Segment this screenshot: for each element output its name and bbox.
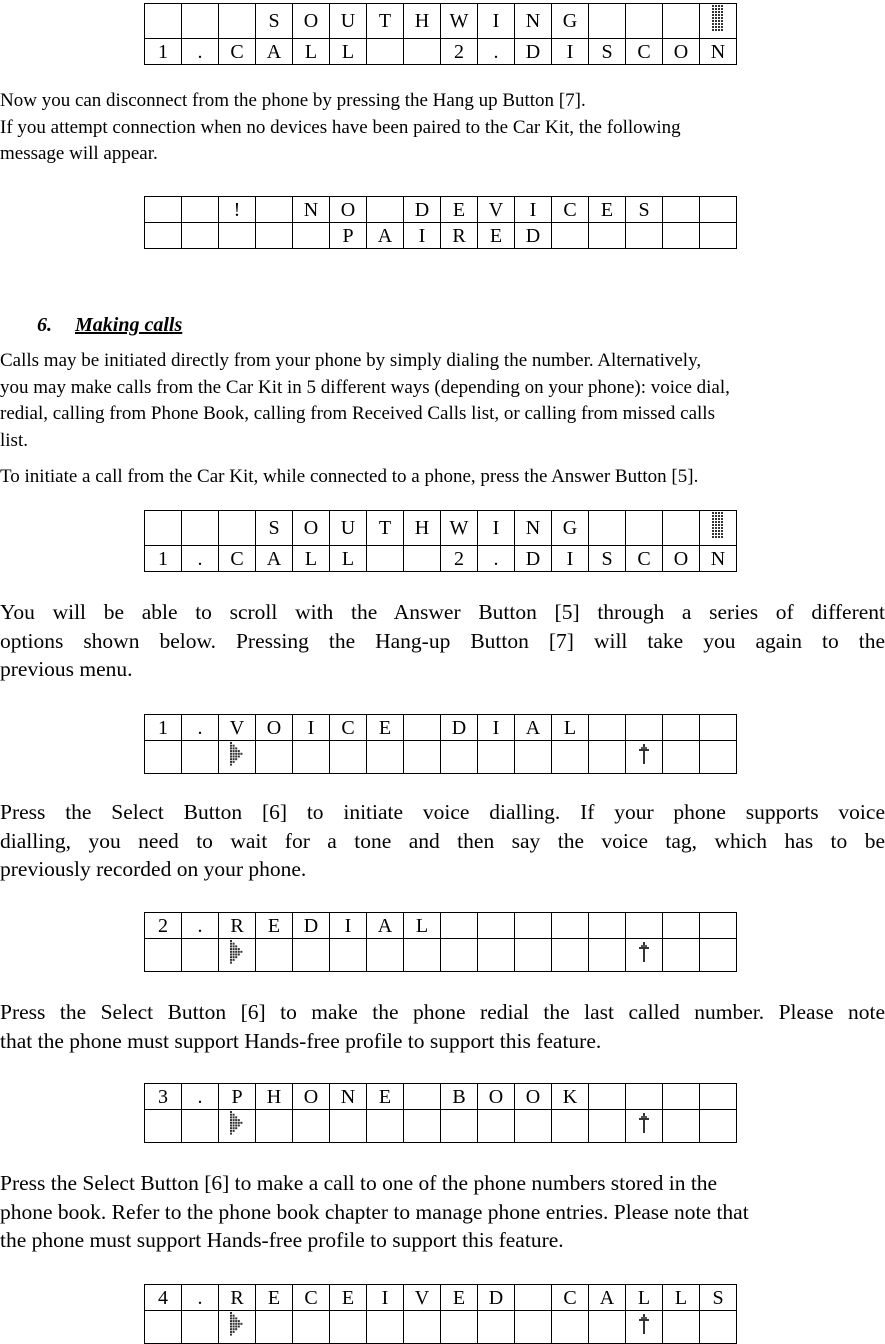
lcd-display-received-calls	[144, 1284, 737, 1344]
lcd-cell: I	[330, 913, 367, 939]
lcd-cell: L	[404, 913, 441, 939]
lcd-cell: S	[589, 39, 626, 65]
lcd-row	[145, 715, 737, 741]
lcd-cell: U	[330, 4, 367, 39]
lcd-cell: .	[182, 715, 219, 741]
text-line: To initiate a call from the Car Kit, while connected to a phone, press the Answer Button [5].	[0, 466, 699, 487]
lcd-cell: I	[478, 715, 515, 741]
lcd-cell: L	[293, 39, 330, 65]
text-line: phone book. Refer to the phone book chapter to manage phone entries. Please note that	[0, 1199, 749, 1224]
text-line: You will be able to scroll with the Answer Button [5] through a series of different	[0, 600, 885, 624]
lcd-cell	[293, 1110, 330, 1143]
lcd-cell: E	[256, 913, 293, 939]
heading-number: 6.	[37, 314, 52, 336]
lcd-cell: E	[589, 197, 626, 223]
lcd-cell	[552, 939, 589, 972]
lcd-cell	[589, 223, 626, 249]
lcd-cell	[589, 1311, 626, 1344]
lcd-cell: C	[219, 546, 256, 572]
lcd-cell	[182, 223, 219, 249]
text-line: list.	[0, 429, 28, 451]
lcd-cell: .	[182, 546, 219, 572]
lcd-cell: !	[219, 197, 256, 223]
lcd-cell	[256, 741, 293, 774]
lcd-cell	[552, 913, 589, 939]
lcd-cell	[182, 1311, 219, 1344]
lcd-cell	[404, 1110, 441, 1143]
lcd-cell	[441, 741, 478, 774]
cross-marker-icon	[638, 1312, 650, 1336]
lcd-cell: N	[515, 511, 552, 546]
lcd-cell: L	[626, 1285, 663, 1311]
lcd-cell	[589, 4, 626, 39]
lcd-cell: A	[367, 913, 404, 939]
lcd-cell: 1	[145, 546, 182, 572]
lcd-cell: C	[552, 1285, 589, 1311]
lcd-cell: 1	[145, 715, 182, 741]
text-line: redial, calling from Phone Book, calling from Received Calls list, or calling from missed calls	[0, 403, 715, 424]
lcd-cell	[219, 1110, 256, 1143]
lcd-row	[145, 39, 737, 65]
lcd-cell: I	[404, 223, 441, 249]
lcd-cell: .	[182, 39, 219, 65]
lcd-row	[145, 4, 737, 39]
lcd-cell	[219, 939, 256, 972]
lcd-cell	[663, 511, 700, 546]
lcd-cell	[145, 1311, 182, 1344]
lcd-cell	[589, 1084, 626, 1110]
lcd-cell: A	[256, 39, 293, 65]
lcd-cell: I	[367, 1285, 404, 1311]
lcd-row	[145, 913, 737, 939]
lcd-cell	[404, 546, 441, 572]
lcd-cell	[367, 39, 404, 65]
lcd-cell	[219, 1311, 256, 1344]
paragraph-disconnect	[0, 88, 830, 168]
lcd-cell: 2	[441, 546, 478, 572]
lcd-cell: 2	[441, 39, 478, 65]
lcd-cell	[145, 4, 182, 39]
lcd-cell	[589, 715, 626, 741]
lcd-cell: D	[515, 223, 552, 249]
lcd-cell: L	[293, 546, 330, 572]
lcd-cell: C	[293, 1285, 330, 1311]
lcd-cell: E	[441, 1285, 478, 1311]
lcd-display-southwing-2	[144, 510, 737, 572]
lcd-cell	[515, 939, 552, 972]
lcd-row	[145, 1311, 737, 1344]
lcd-row	[145, 546, 737, 572]
lcd-cell	[700, 1311, 737, 1344]
lcd-cell: L	[330, 546, 367, 572]
lcd-cell: C	[330, 715, 367, 741]
lcd-cell	[552, 1110, 589, 1143]
lcd-cell	[552, 741, 589, 774]
lcd-cell	[404, 39, 441, 65]
lcd-cell	[626, 715, 663, 741]
lcd-cell: D	[515, 546, 552, 572]
lcd-cell	[330, 1110, 367, 1143]
lcd-cell: A	[367, 223, 404, 249]
lcd-cell: E	[441, 197, 478, 223]
lcd-cell: O	[663, 39, 700, 65]
lcd-cell: I	[293, 715, 330, 741]
lcd-cell	[441, 1311, 478, 1344]
lcd-cell: V	[219, 715, 256, 741]
lcd-cell: I	[552, 39, 589, 65]
lcd-cell	[700, 511, 737, 546]
lcd-cell	[256, 939, 293, 972]
lcd-cell: D	[293, 913, 330, 939]
lcd-cell	[515, 1285, 552, 1311]
lcd-cell: D	[441, 715, 478, 741]
signal-strength-icon	[712, 511, 724, 539]
text-line: message will appear.	[0, 143, 158, 164]
lcd-cell: I	[552, 546, 589, 572]
text-line: you may make calls from the Car Kit in 5 different ways (depending on your phone): voice dial,	[0, 376, 730, 398]
lcd-cell	[478, 1110, 515, 1143]
lcd-cell: O	[293, 4, 330, 39]
lcd-cell	[515, 1311, 552, 1344]
text-line: that the phone must support Hands-free profile to support this feature.	[0, 1028, 602, 1053]
lcd-cell	[626, 741, 663, 774]
lcd-cell: S	[700, 1285, 737, 1311]
lcd-cell: S	[256, 511, 293, 546]
lcd-cell	[626, 939, 663, 972]
lcd-cell	[515, 741, 552, 774]
lcd-row	[145, 511, 737, 546]
lcd-cell: T	[367, 4, 404, 39]
lcd-cell	[626, 1084, 663, 1110]
lcd-cell	[145, 939, 182, 972]
paragraph-phone-book	[0, 1169, 885, 1255]
lcd-cell: D	[478, 1285, 515, 1311]
lcd-cell	[663, 939, 700, 972]
lcd-row	[145, 197, 737, 223]
lcd-cell: L	[663, 1285, 700, 1311]
lcd-cell: G	[552, 511, 589, 546]
lcd-cell	[367, 1110, 404, 1143]
lcd-cell	[626, 1110, 663, 1143]
lcd-cell: D	[515, 39, 552, 65]
lcd-cell: V	[404, 1285, 441, 1311]
lcd-cell	[145, 511, 182, 546]
lcd-cell	[589, 939, 626, 972]
lcd-cell: C	[626, 39, 663, 65]
lcd-row	[145, 1285, 737, 1311]
lcd-cell	[552, 1311, 589, 1344]
lcd-cell: E	[256, 1285, 293, 1311]
lcd-cell	[145, 741, 182, 774]
lcd-cell: A	[256, 546, 293, 572]
lcd-cell: I	[515, 197, 552, 223]
paragraph-voice-dial	[0, 798, 885, 884]
lcd-cell: A	[589, 1285, 626, 1311]
paragraph-making-calls	[0, 348, 885, 454]
lcd-cell	[441, 939, 478, 972]
lcd-cell: L	[330, 39, 367, 65]
lcd-row	[145, 1084, 737, 1110]
lcd-cell	[515, 913, 552, 939]
text-line: the phone must support Hands-free profile to support this feature.	[0, 1228, 564, 1252]
lcd-cell: A	[515, 715, 552, 741]
lcd-cell: P	[330, 223, 367, 249]
lcd-cell: B	[441, 1084, 478, 1110]
lcd-cell: O	[330, 197, 367, 223]
lcd-cell: C	[219, 39, 256, 65]
lcd-cell: C	[552, 197, 589, 223]
lcd-cell	[626, 913, 663, 939]
cross-marker-icon	[638, 1111, 650, 1135]
lcd-cell	[589, 741, 626, 774]
lcd-cell	[441, 1110, 478, 1143]
lcd-cell: O	[293, 511, 330, 546]
lcd-cell: N	[700, 39, 737, 65]
lcd-cell: O	[478, 1084, 515, 1110]
lcd-row	[145, 741, 737, 774]
lcd-cell: N	[700, 546, 737, 572]
lcd-cell	[182, 939, 219, 972]
lcd-cell	[626, 1311, 663, 1344]
selection-pointer-icon	[230, 1110, 244, 1136]
lcd-cell	[404, 1311, 441, 1344]
lcd-cell	[478, 939, 515, 972]
lcd-cell: C	[626, 546, 663, 572]
lcd-cell: R	[441, 223, 478, 249]
lcd-display-redial	[144, 912, 737, 972]
lcd-cell	[145, 197, 182, 223]
lcd-cell	[330, 1311, 367, 1344]
lcd-cell	[700, 741, 737, 774]
lcd-cell	[182, 741, 219, 774]
lcd-cell	[256, 1110, 293, 1143]
lcd-cell: 2	[145, 913, 182, 939]
lcd-cell	[626, 4, 663, 39]
lcd-row	[145, 223, 737, 249]
cross-marker-icon	[638, 940, 650, 964]
lcd-cell	[700, 939, 737, 972]
lcd-cell: R	[219, 1285, 256, 1311]
lcd-cell	[293, 223, 330, 249]
lcd-cell: 1	[145, 39, 182, 65]
lcd-display-no-devices	[144, 196, 737, 249]
lcd-cell: E	[367, 715, 404, 741]
lcd-cell	[145, 223, 182, 249]
lcd-row	[145, 1110, 737, 1143]
lcd-cell	[404, 715, 441, 741]
lcd-cell: V	[478, 197, 515, 223]
lcd-cell: .	[182, 913, 219, 939]
lcd-cell	[663, 223, 700, 249]
selection-pointer-icon	[230, 1311, 244, 1337]
lcd-cell	[663, 1084, 700, 1110]
lcd-cell	[663, 197, 700, 223]
section-heading	[37, 314, 182, 337]
lcd-cell	[330, 939, 367, 972]
lcd-cell	[700, 197, 737, 223]
lcd-cell	[478, 1311, 515, 1344]
text-line: previous menu.	[0, 657, 133, 681]
lcd-cell	[182, 197, 219, 223]
lcd-cell	[293, 741, 330, 774]
lcd-cell: .	[182, 1285, 219, 1311]
lcd-cell	[700, 1084, 737, 1110]
lcd-cell	[219, 223, 256, 249]
text-line: Calls may be initiated directly from your phone by simply dialing the number. Alternatively,	[0, 350, 702, 371]
lcd-cell	[700, 223, 737, 249]
lcd-cell: E	[330, 1285, 367, 1311]
lcd-cell	[589, 511, 626, 546]
lcd-cell: N	[293, 197, 330, 223]
lcd-cell	[367, 741, 404, 774]
lcd-cell	[478, 913, 515, 939]
lcd-cell: O	[256, 715, 293, 741]
lcd-cell: S	[256, 4, 293, 39]
lcd-cell: I	[478, 511, 515, 546]
lcd-display-southwing	[144, 3, 737, 65]
lcd-cell: S	[589, 546, 626, 572]
lcd-cell	[626, 511, 663, 546]
lcd-cell	[404, 939, 441, 972]
text-line: Press the Select Button [6] to make the phone redial the last called number. Please note	[0, 1000, 885, 1024]
lcd-cell	[330, 741, 367, 774]
lcd-cell: E	[367, 1084, 404, 1110]
lcd-cell	[663, 913, 700, 939]
cross-marker-icon	[638, 742, 650, 766]
paragraph-redial	[0, 998, 885, 1055]
text-line: If you attempt connection when no devices have been paired to the Car Kit, the following	[0, 116, 681, 138]
lcd-cell	[700, 913, 737, 939]
lcd-cell	[663, 715, 700, 741]
lcd-cell	[663, 1311, 700, 1344]
lcd-cell	[219, 4, 256, 39]
lcd-cell	[663, 4, 700, 39]
lcd-cell	[293, 939, 330, 972]
lcd-cell: H	[404, 4, 441, 39]
lcd-cell: N	[515, 4, 552, 39]
lcd-cell	[256, 197, 293, 223]
text-line: dialling, you need to wait for a tone and then say the voice tag, which has to be	[0, 828, 885, 853]
lcd-cell	[367, 1311, 404, 1344]
selection-pointer-icon	[230, 939, 244, 965]
lcd-cell: P	[219, 1084, 256, 1110]
lcd-cell	[404, 1084, 441, 1110]
lcd-cell: H	[404, 511, 441, 546]
text-line: options shown below. Pressing the Hang-up Button [7] will take you again to the	[0, 628, 885, 653]
text-line: previously recorded on your phone.	[0, 857, 307, 881]
lcd-cell: 4	[145, 1285, 182, 1311]
lcd-row	[145, 939, 737, 972]
lcd-cell: .	[478, 546, 515, 572]
lcd-cell: D	[404, 197, 441, 223]
lcd-cell	[256, 1311, 293, 1344]
lcd-cell: S	[626, 197, 663, 223]
lcd-cell: 3	[145, 1084, 182, 1110]
text-line: Press the Select Button [6] to make a call to one of the phone numbers stored in the	[0, 1171, 718, 1195]
lcd-cell	[626, 223, 663, 249]
lcd-cell	[256, 223, 293, 249]
lcd-cell	[700, 4, 737, 39]
lcd-cell: W	[441, 511, 478, 546]
lcd-cell: H	[256, 1084, 293, 1110]
lcd-cell	[700, 715, 737, 741]
lcd-cell: N	[330, 1084, 367, 1110]
lcd-cell	[182, 1110, 219, 1143]
lcd-cell	[182, 4, 219, 39]
signal-strength-icon	[712, 4, 724, 32]
lcd-cell	[404, 741, 441, 774]
lcd-cell	[293, 1311, 330, 1344]
lcd-cell: T	[367, 511, 404, 546]
lcd-cell: .	[182, 1084, 219, 1110]
text-line: Press the Select Button [6] to initiate voice dialling. If your phone supports voice	[0, 800, 885, 824]
lcd-cell: O	[293, 1084, 330, 1110]
lcd-cell: W	[441, 4, 478, 39]
selection-pointer-icon	[230, 741, 244, 767]
lcd-cell: K	[552, 1084, 589, 1110]
lcd-cell	[367, 546, 404, 572]
lcd-cell: I	[478, 4, 515, 39]
lcd-cell	[589, 913, 626, 939]
lcd-cell	[145, 1110, 182, 1143]
heading-title: Making calls	[75, 314, 183, 336]
lcd-cell	[219, 741, 256, 774]
lcd-cell	[663, 1110, 700, 1143]
lcd-cell	[219, 511, 256, 546]
lcd-cell	[552, 223, 589, 249]
lcd-cell: U	[330, 511, 367, 546]
lcd-cell	[478, 741, 515, 774]
paragraph-initiate	[0, 464, 885, 491]
lcd-cell: O	[663, 546, 700, 572]
lcd-cell	[367, 197, 404, 223]
lcd-display-voice-dial	[144, 714, 737, 774]
lcd-cell: R	[219, 913, 256, 939]
text-line: Now you can disconnect from the phone by pressing the Hang up Button [7].	[0, 90, 586, 111]
lcd-display-phone-book	[144, 1083, 737, 1143]
lcd-cell	[182, 511, 219, 546]
lcd-cell	[589, 1110, 626, 1143]
lcd-cell: .	[478, 39, 515, 65]
lcd-cell	[367, 939, 404, 972]
lcd-cell: G	[552, 4, 589, 39]
lcd-cell: E	[478, 223, 515, 249]
lcd-cell	[441, 913, 478, 939]
lcd-cell	[663, 741, 700, 774]
lcd-cell	[700, 1110, 737, 1143]
lcd-cell	[515, 1110, 552, 1143]
paragraph-scroll	[0, 598, 885, 684]
lcd-cell: O	[515, 1084, 552, 1110]
lcd-cell: L	[552, 715, 589, 741]
